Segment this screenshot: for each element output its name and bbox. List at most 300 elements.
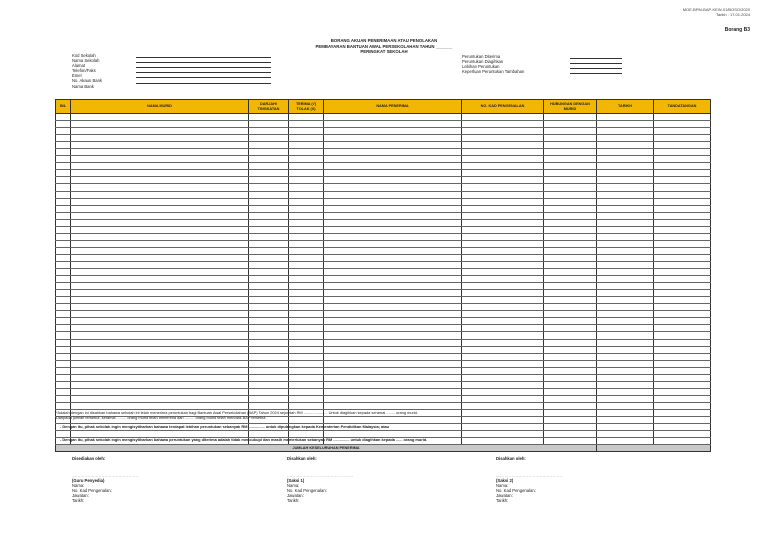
table-cell[interactable] [56,402,71,409]
table-cell[interactable] [544,114,597,121]
table-cell[interactable] [56,318,71,325]
table-cell[interactable] [56,247,71,254]
table-cell[interactable] [289,353,324,360]
table-cell[interactable] [544,346,597,353]
table-cell[interactable] [289,360,324,367]
table-cell[interactable] [654,276,711,283]
table-cell[interactable] [249,135,289,142]
table-cell[interactable] [249,311,289,318]
table-cell[interactable] [462,114,544,121]
table-cell[interactable] [544,135,597,142]
table-cell[interactable] [324,184,462,191]
field-line[interactable] [136,59,271,64]
table-cell[interactable] [249,367,289,374]
total-value-cell[interactable] [597,445,711,452]
table-cell[interactable] [597,135,654,142]
table-cell[interactable] [544,367,597,374]
table-cell[interactable] [324,219,462,226]
table-cell[interactable] [71,269,249,276]
table-cell[interactable] [654,205,711,212]
table-cell[interactable] [249,360,289,367]
table-cell[interactable] [597,311,654,318]
table-cell[interactable] [654,114,711,121]
table-cell[interactable] [654,170,711,177]
table-cell[interactable] [71,205,249,212]
table-cell[interactable] [544,240,597,247]
table-cell[interactable] [249,346,289,353]
table-cell[interactable] [462,360,544,367]
table-cell[interactable] [71,381,249,388]
table-cell[interactable] [56,297,71,304]
table-cell[interactable] [324,261,462,268]
table-cell[interactable] [462,163,544,170]
table-cell[interactable] [324,269,462,276]
table-cell[interactable] [289,269,324,276]
table-cell[interactable] [654,297,711,304]
table-cell[interactable] [71,128,249,135]
table-cell[interactable] [56,269,71,276]
table-cell[interactable] [462,191,544,198]
table-cell[interactable] [654,325,711,332]
table-cell[interactable] [462,381,544,388]
table-cell[interactable] [71,339,249,346]
table-cell[interactable] [289,142,324,149]
table-cell[interactable] [249,276,289,283]
table-cell[interactable] [462,240,544,247]
table-cell[interactable] [71,177,249,184]
table-cell[interactable] [71,395,249,402]
table-cell[interactable] [544,311,597,318]
table-cell[interactable] [249,219,289,226]
table-cell[interactable] [71,318,249,325]
table-cell[interactable] [597,367,654,374]
table-cell[interactable] [544,149,597,156]
table-cell[interactable] [56,114,71,121]
field-line[interactable] [570,55,622,60]
field-line[interactable] [136,64,271,69]
table-cell[interactable] [597,402,654,409]
table-cell[interactable] [597,219,654,226]
table-cell[interactable] [71,142,249,149]
table-cell[interactable] [56,395,71,402]
table-cell[interactable] [544,395,597,402]
table-cell[interactable] [654,191,711,198]
table-cell[interactable] [324,114,462,121]
table-cell[interactable] [249,170,289,177]
table-cell[interactable] [249,184,289,191]
table-cell[interactable] [56,163,71,170]
table-cell[interactable] [324,170,462,177]
table-cell[interactable] [324,395,462,402]
table-cell[interactable] [249,261,289,268]
table-cell[interactable] [56,276,71,283]
table-cell[interactable] [462,325,544,332]
table-cell[interactable] [544,353,597,360]
table-cell[interactable] [544,339,597,346]
table-cell[interactable] [462,276,544,283]
table-cell[interactable] [654,233,711,240]
table-cell[interactable] [56,353,71,360]
table-cell[interactable] [324,233,462,240]
table-cell[interactable] [71,332,249,339]
table-cell[interactable] [56,156,71,163]
table-cell[interactable] [289,346,324,353]
table-cell[interactable] [654,156,711,163]
table-cell[interactable] [249,254,289,261]
table-cell[interactable] [544,269,597,276]
table-cell[interactable] [654,311,711,318]
field-line[interactable] [570,60,622,65]
table-cell[interactable] [71,191,249,198]
field-line[interactable] [570,65,622,70]
table-cell[interactable] [56,374,71,381]
table-cell[interactable] [71,374,249,381]
table-cell[interactable] [56,142,71,149]
table-cell[interactable] [597,290,654,297]
field-line[interactable] [136,74,271,79]
table-cell[interactable] [324,402,462,409]
table-cell[interactable] [56,388,71,395]
table-cell[interactable] [544,184,597,191]
table-cell[interactable] [324,353,462,360]
table-cell[interactable] [462,156,544,163]
table-cell[interactable] [654,353,711,360]
table-cell[interactable] [544,177,597,184]
table-cell[interactable] [654,128,711,135]
table-cell[interactable] [324,276,462,283]
table-cell[interactable] [56,381,71,388]
table-cell[interactable] [324,360,462,367]
table-cell[interactable] [56,339,71,346]
table-cell[interactable] [597,198,654,205]
table-cell[interactable] [462,353,544,360]
table-cell[interactable] [324,297,462,304]
table-cell[interactable] [654,381,711,388]
table-cell[interactable] [597,226,654,233]
table-cell[interactable] [289,402,324,409]
table-cell[interactable] [462,290,544,297]
table-cell[interactable] [654,395,711,402]
table-cell[interactable] [597,254,654,261]
table-cell[interactable] [654,388,711,395]
signature-line[interactable]: ............................................... [287,473,354,478]
table-cell[interactable] [544,121,597,128]
table-cell[interactable] [544,198,597,205]
table-cell[interactable] [544,156,597,163]
table-cell[interactable] [654,212,711,219]
table-cell[interactable] [597,318,654,325]
table-cell[interactable] [462,332,544,339]
table-cell[interactable] [654,332,711,339]
table-cell[interactable] [544,276,597,283]
table-cell[interactable] [654,135,711,142]
table-cell[interactable] [249,156,289,163]
table-cell[interactable] [462,121,544,128]
table-cell[interactable] [249,269,289,276]
table-cell[interactable] [289,198,324,205]
table-cell[interactable] [654,402,711,409]
table-cell[interactable] [597,346,654,353]
table-cell[interactable] [56,191,71,198]
table-cell[interactable] [249,402,289,409]
table-cell[interactable] [462,346,544,353]
table-cell[interactable] [324,121,462,128]
table-cell[interactable] [71,304,249,311]
table-cell[interactable] [56,311,71,318]
table-cell[interactable] [249,318,289,325]
table-cell[interactable] [56,128,71,135]
table-cell[interactable] [249,374,289,381]
table-cell[interactable] [56,212,71,219]
table-cell[interactable] [324,212,462,219]
table-cell[interactable] [289,261,324,268]
table-cell[interactable] [544,388,597,395]
table-cell[interactable] [324,339,462,346]
table-cell[interactable] [654,149,711,156]
table-cell[interactable] [324,205,462,212]
table-cell[interactable] [462,269,544,276]
table-cell[interactable] [544,205,597,212]
table-cell[interactable] [249,205,289,212]
table-cell[interactable] [462,304,544,311]
table-cell[interactable] [654,283,711,290]
table-cell[interactable] [289,325,324,332]
table-cell[interactable] [654,219,711,226]
table-cell[interactable] [56,346,71,353]
table-cell[interactable] [544,247,597,254]
table-cell[interactable] [544,233,597,240]
table-cell[interactable] [289,205,324,212]
table-cell[interactable] [249,114,289,121]
table-cell[interactable] [56,177,71,184]
table-cell[interactable] [654,254,711,261]
table-cell[interactable] [544,226,597,233]
table-cell[interactable] [249,290,289,297]
table-cell[interactable] [249,191,289,198]
table-cell[interactable] [289,381,324,388]
table-cell[interactable] [462,198,544,205]
table-cell[interactable] [544,325,597,332]
table-cell[interactable] [654,374,711,381]
table-cell[interactable] [462,388,544,395]
table-cell[interactable] [654,142,711,149]
table-cell[interactable] [462,247,544,254]
table-cell[interactable] [289,311,324,318]
table-cell[interactable] [597,261,654,268]
table-cell[interactable] [462,128,544,135]
table-cell[interactable] [249,121,289,128]
table-cell[interactable] [289,149,324,156]
table-cell[interactable] [654,163,711,170]
table-cell[interactable] [56,121,71,128]
table-cell[interactable] [249,149,289,156]
table-cell[interactable] [654,269,711,276]
table-cell[interactable] [71,346,249,353]
table-cell[interactable] [324,198,462,205]
table-cell[interactable] [289,240,324,247]
table-cell[interactable] [654,339,711,346]
table-cell[interactable] [289,191,324,198]
table-cell[interactable] [289,128,324,135]
table-cell[interactable] [462,233,544,240]
table-cell[interactable] [544,304,597,311]
table-cell[interactable] [289,388,324,395]
table-cell[interactable] [56,283,71,290]
table-cell[interactable] [462,177,544,184]
table-cell[interactable] [597,304,654,311]
table-cell[interactable] [597,114,654,121]
table-cell[interactable] [56,205,71,212]
table-cell[interactable] [71,247,249,254]
table-cell[interactable] [324,381,462,388]
table-cell[interactable] [56,233,71,240]
table-cell[interactable] [544,381,597,388]
table-cell[interactable] [71,311,249,318]
table-cell[interactable] [71,240,249,247]
table-cell[interactable] [597,283,654,290]
table-cell[interactable] [654,198,711,205]
table-cell[interactable] [324,332,462,339]
table-cell[interactable] [289,219,324,226]
table-cell[interactable] [71,367,249,374]
table-cell[interactable] [597,339,654,346]
table-cell[interactable] [462,254,544,261]
table-cell[interactable] [544,128,597,135]
table-cell[interactable] [544,297,597,304]
table-cell[interactable] [597,233,654,240]
field-line[interactable] [136,69,271,74]
table-cell[interactable] [597,212,654,219]
table-cell[interactable] [462,402,544,409]
table-cell[interactable] [462,311,544,318]
table-cell[interactable] [654,360,711,367]
table-cell[interactable] [597,374,654,381]
table-cell[interactable] [71,184,249,191]
table-cell[interactable] [544,374,597,381]
table-cell[interactable] [462,184,544,191]
table-cell[interactable] [71,198,249,205]
table-cell[interactable] [544,290,597,297]
table-cell[interactable] [324,374,462,381]
table-cell[interactable] [654,240,711,247]
table-cell[interactable] [597,381,654,388]
table-cell[interactable] [324,325,462,332]
table-cell[interactable] [597,240,654,247]
table-cell[interactable] [289,177,324,184]
table-cell[interactable] [324,240,462,247]
table-cell[interactable] [544,254,597,261]
table-cell[interactable] [324,135,462,142]
table-cell[interactable] [654,247,711,254]
table-cell[interactable] [71,212,249,219]
table-cell[interactable] [462,226,544,233]
table-cell[interactable] [597,395,654,402]
table-cell[interactable] [249,339,289,346]
table-cell[interactable] [249,226,289,233]
table-cell[interactable] [71,170,249,177]
table-cell[interactable] [249,163,289,170]
table-cell[interactable] [56,240,71,247]
table-cell[interactable] [324,191,462,198]
table-cell[interactable] [324,254,462,261]
table-cell[interactable] [56,261,71,268]
table-cell[interactable] [56,290,71,297]
table-cell[interactable] [71,360,249,367]
table-cell[interactable] [289,226,324,233]
table-cell[interactable] [249,297,289,304]
table-cell[interactable] [324,367,462,374]
table-cell[interactable] [544,191,597,198]
table-cell[interactable] [71,135,249,142]
table-cell[interactable] [71,325,249,332]
table-cell[interactable] [597,205,654,212]
table-cell[interactable] [544,142,597,149]
table-cell[interactable] [654,177,711,184]
table-cell[interactable] [324,318,462,325]
table-cell[interactable] [289,276,324,283]
table-cell[interactable] [249,233,289,240]
table-cell[interactable] [597,325,654,332]
table-cell[interactable] [597,149,654,156]
table-cell[interactable] [249,325,289,332]
field-line[interactable] [136,54,271,59]
table-cell[interactable] [597,276,654,283]
table-cell[interactable] [289,395,324,402]
table-cell[interactable] [654,226,711,233]
table-cell[interactable] [324,304,462,311]
table-cell[interactable] [597,388,654,395]
table-cell[interactable] [654,304,711,311]
table-cell[interactable] [56,219,71,226]
table-cell[interactable] [597,332,654,339]
table-cell[interactable] [597,191,654,198]
table-cell[interactable] [544,332,597,339]
table-cell[interactable] [597,247,654,254]
table-cell[interactable] [597,142,654,149]
table-cell[interactable] [654,121,711,128]
table-cell[interactable] [597,121,654,128]
table-cell[interactable] [56,170,71,177]
table-cell[interactable] [544,360,597,367]
table-cell[interactable] [289,114,324,121]
table-cell[interactable] [71,276,249,283]
table-cell[interactable] [544,283,597,290]
table-cell[interactable] [462,205,544,212]
table-cell[interactable] [71,261,249,268]
table-cell[interactable] [56,360,71,367]
table-cell[interactable] [462,395,544,402]
table-cell[interactable] [654,346,711,353]
table-cell[interactable] [324,388,462,395]
table-cell[interactable] [324,346,462,353]
field-line[interactable] [570,70,622,75]
table-cell[interactable] [289,332,324,339]
table-cell[interactable] [71,233,249,240]
table-cell[interactable] [289,247,324,254]
table-cell[interactable] [71,121,249,128]
table-cell[interactable] [654,184,711,191]
table-cell[interactable] [289,290,324,297]
table-cell[interactable] [71,156,249,163]
table-cell[interactable] [462,219,544,226]
table-cell[interactable] [289,367,324,374]
table-cell[interactable] [324,128,462,135]
table-cell[interactable] [597,128,654,135]
signature-line[interactable]: ............................................... [72,473,139,478]
table-cell[interactable] [597,163,654,170]
table-cell[interactable] [71,297,249,304]
table-cell[interactable] [654,290,711,297]
